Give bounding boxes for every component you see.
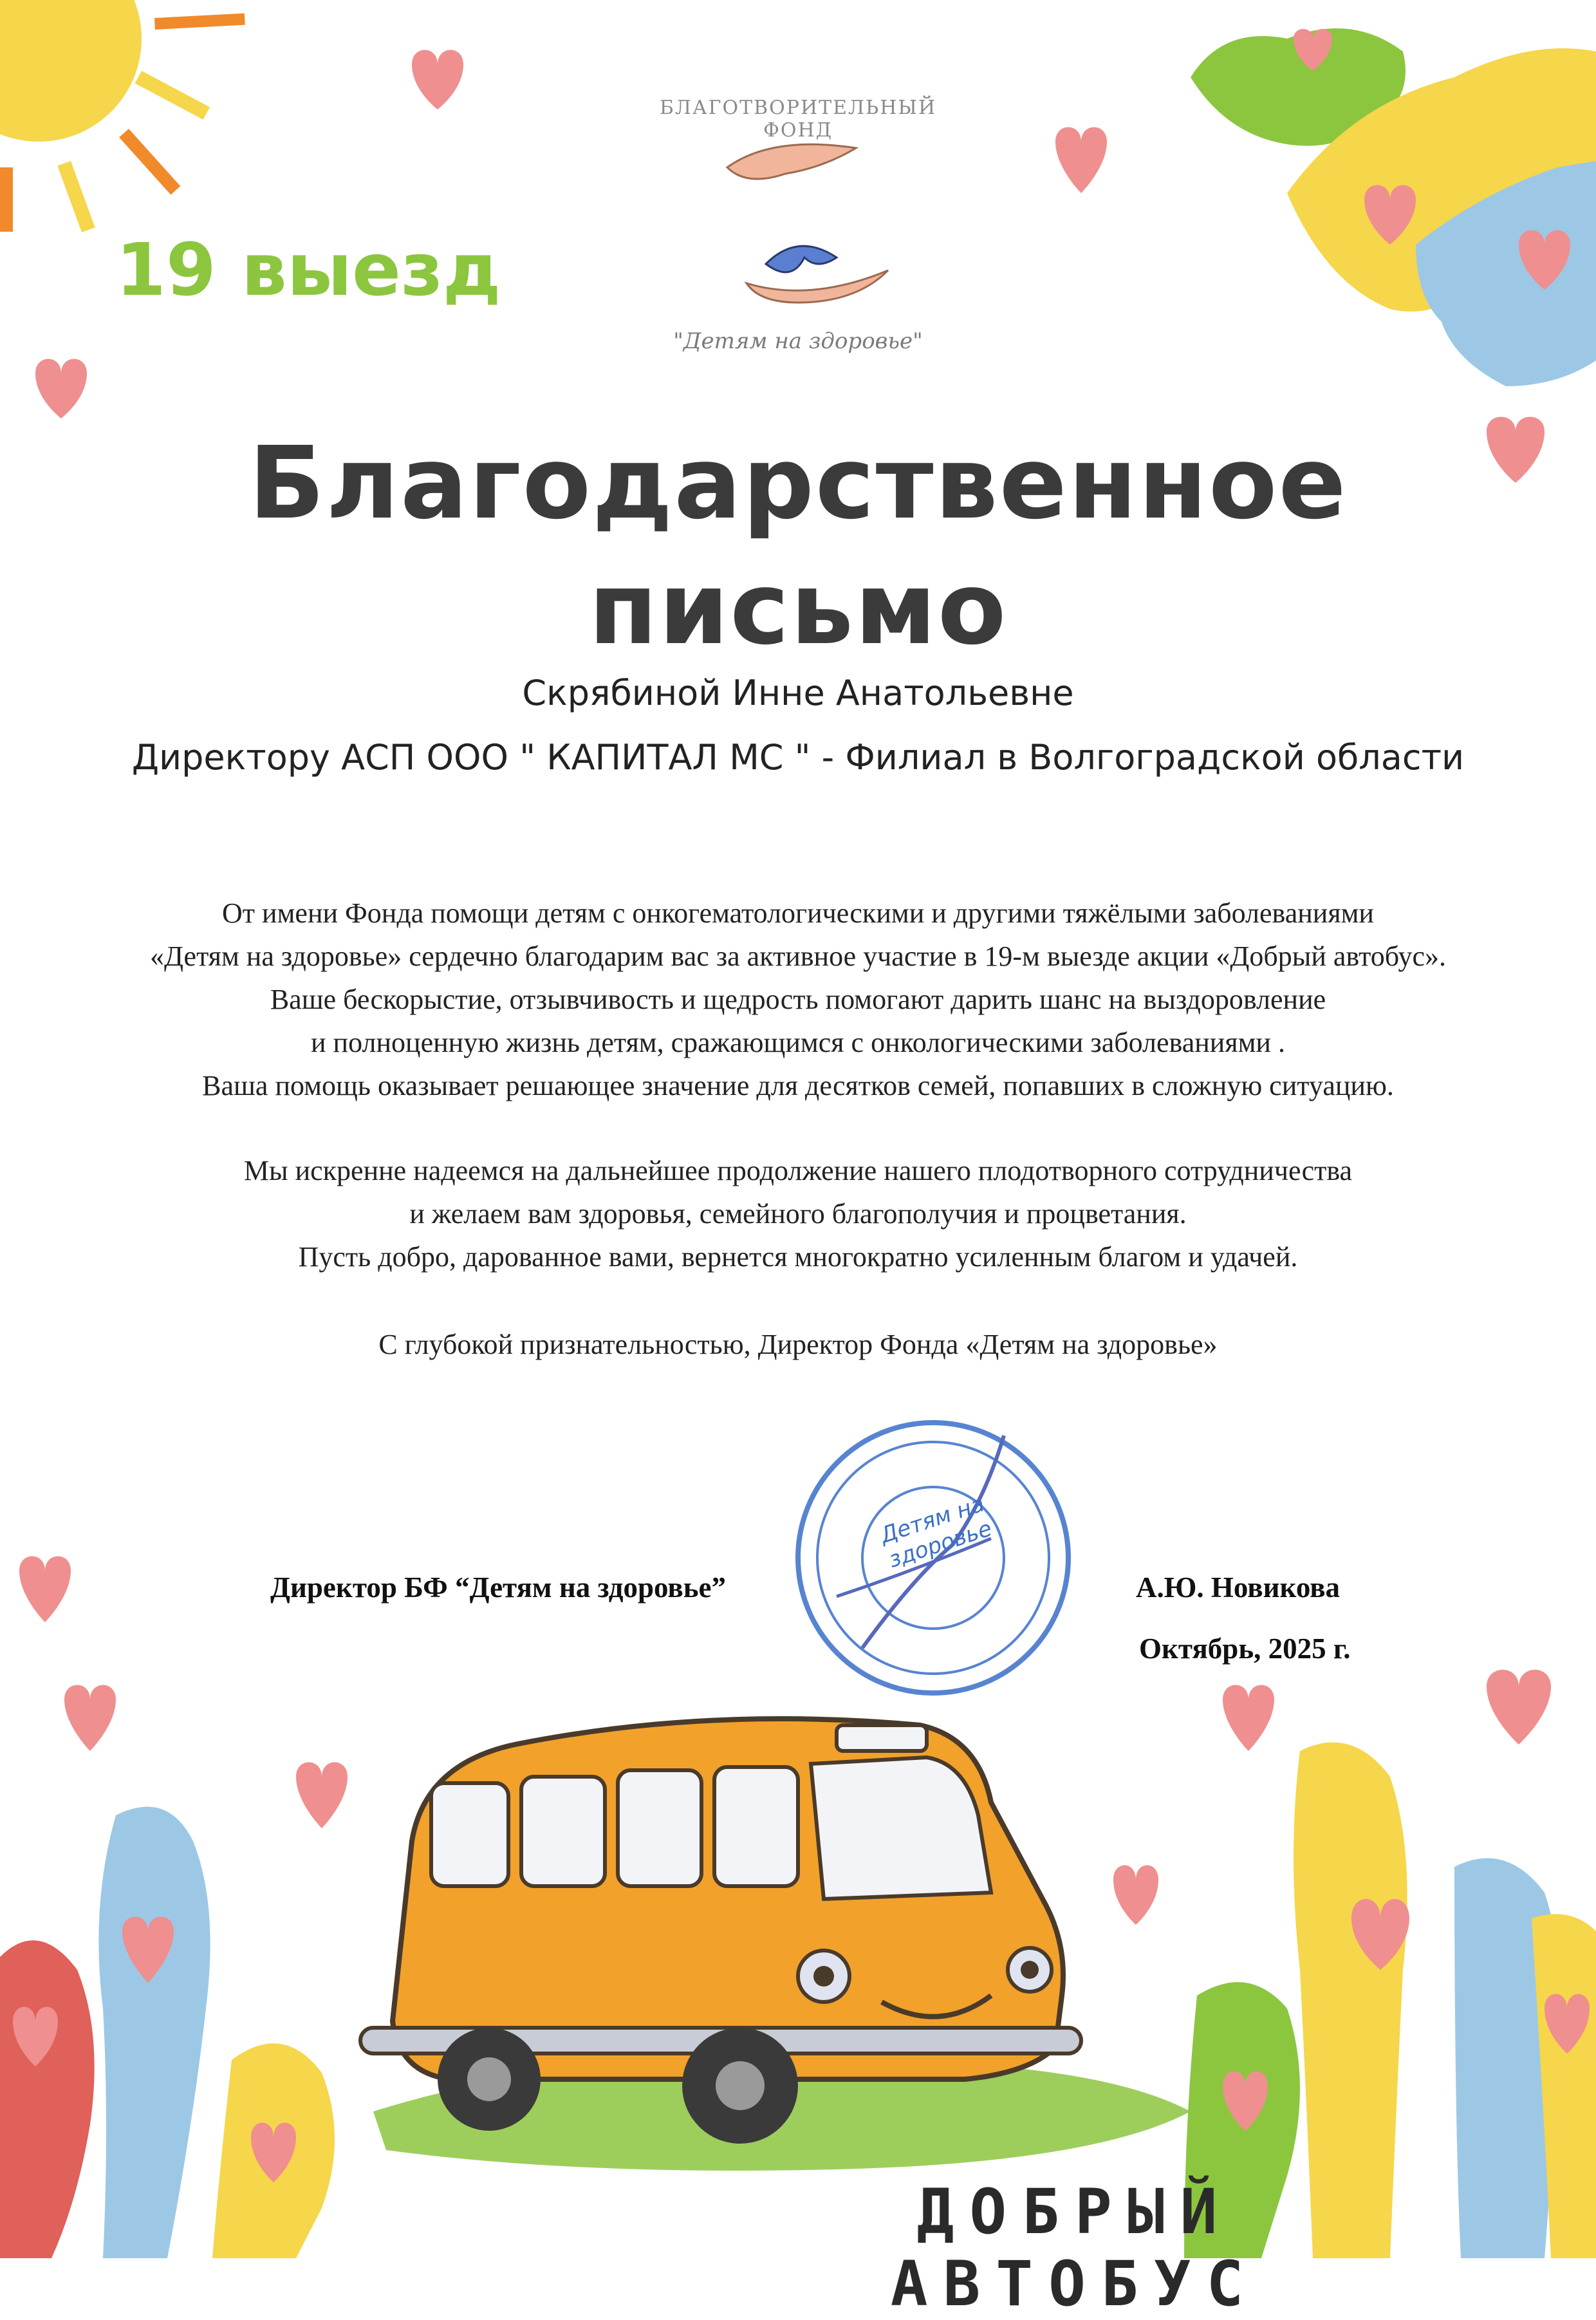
logo-arc-top: БЛАГОТВОРИТЕЛЬНЫЙ ФОНД [659,97,937,142]
body-line: и полноценную жизнь детям, сражающимся с онкологическими заболеваниями . [311,1027,1285,1058]
body-line: Ваша помощь оказывает решающее значение для десятков семей, попавших в сложную ситуацию. [202,1070,1394,1101]
title-line-2: письмо [588,550,1008,667]
body-line: и желаем вам здоровья, семейного благополучия и процветания. [409,1198,1187,1230]
title-line-1: Благодарственное [248,425,1348,541]
stamp-center-text: Детям на здоровье [877,1491,996,1573]
body-line: Пусть добро, дарованное вами, вернется многократно усиленным благом и удачей. [298,1241,1298,1273]
body-line: «Детям на здоровье» сердечно благодарим вас за активное участие в 19-м выезде акции «Добрый автобус». [150,940,1446,972]
body-paragraph-1 [77,892,1519,1107]
foundation-logo [727,144,888,303]
bus-illustration [360,1719,1081,2144]
body-line: Ваше бескорыстие, отзывчивость и щедрость помогают дарить шанс на выздоровление [270,984,1326,1015]
recipient-position: Директору АСП ООО " КАПИТАЛ МС " - Филиал в Волгоградской области [131,737,1465,778]
signature-name: А.Ю. Новикова [1136,1571,1341,1604]
recipient-name: Скрябиной Инне Анатольевне [522,673,1074,713]
body-line: От имени Фонда помощи детям с онкогематологическими и другими тяжёлыми заболеваниями [222,897,1374,929]
body-line: Мы искренне надеемся на дальнейшее продолжение нашего плодотворного сотрудничества [243,1155,1353,1186]
hands-bottom-left [0,1807,335,2258]
sun-icon [0,0,245,232]
signature-date: Октябрь, 2025 г. [1139,1632,1351,1665]
visit-number-label: 19 выезд [116,229,501,312]
signature-role: Директор БФ “Детям на здоровье” [270,1571,727,1604]
body-paragraph-2 [77,1149,1519,1278]
tagline: ДОБРЫЙ АВТОБУС [890,2176,1259,2320]
logo-arc-bottom: "Детям на здоровье" [673,328,923,354]
hands-top-right [1191,28,1596,386]
closing-line: С глубокой признательностью, Директор Фонда «Детям на здоровье» [378,1329,1218,1360]
